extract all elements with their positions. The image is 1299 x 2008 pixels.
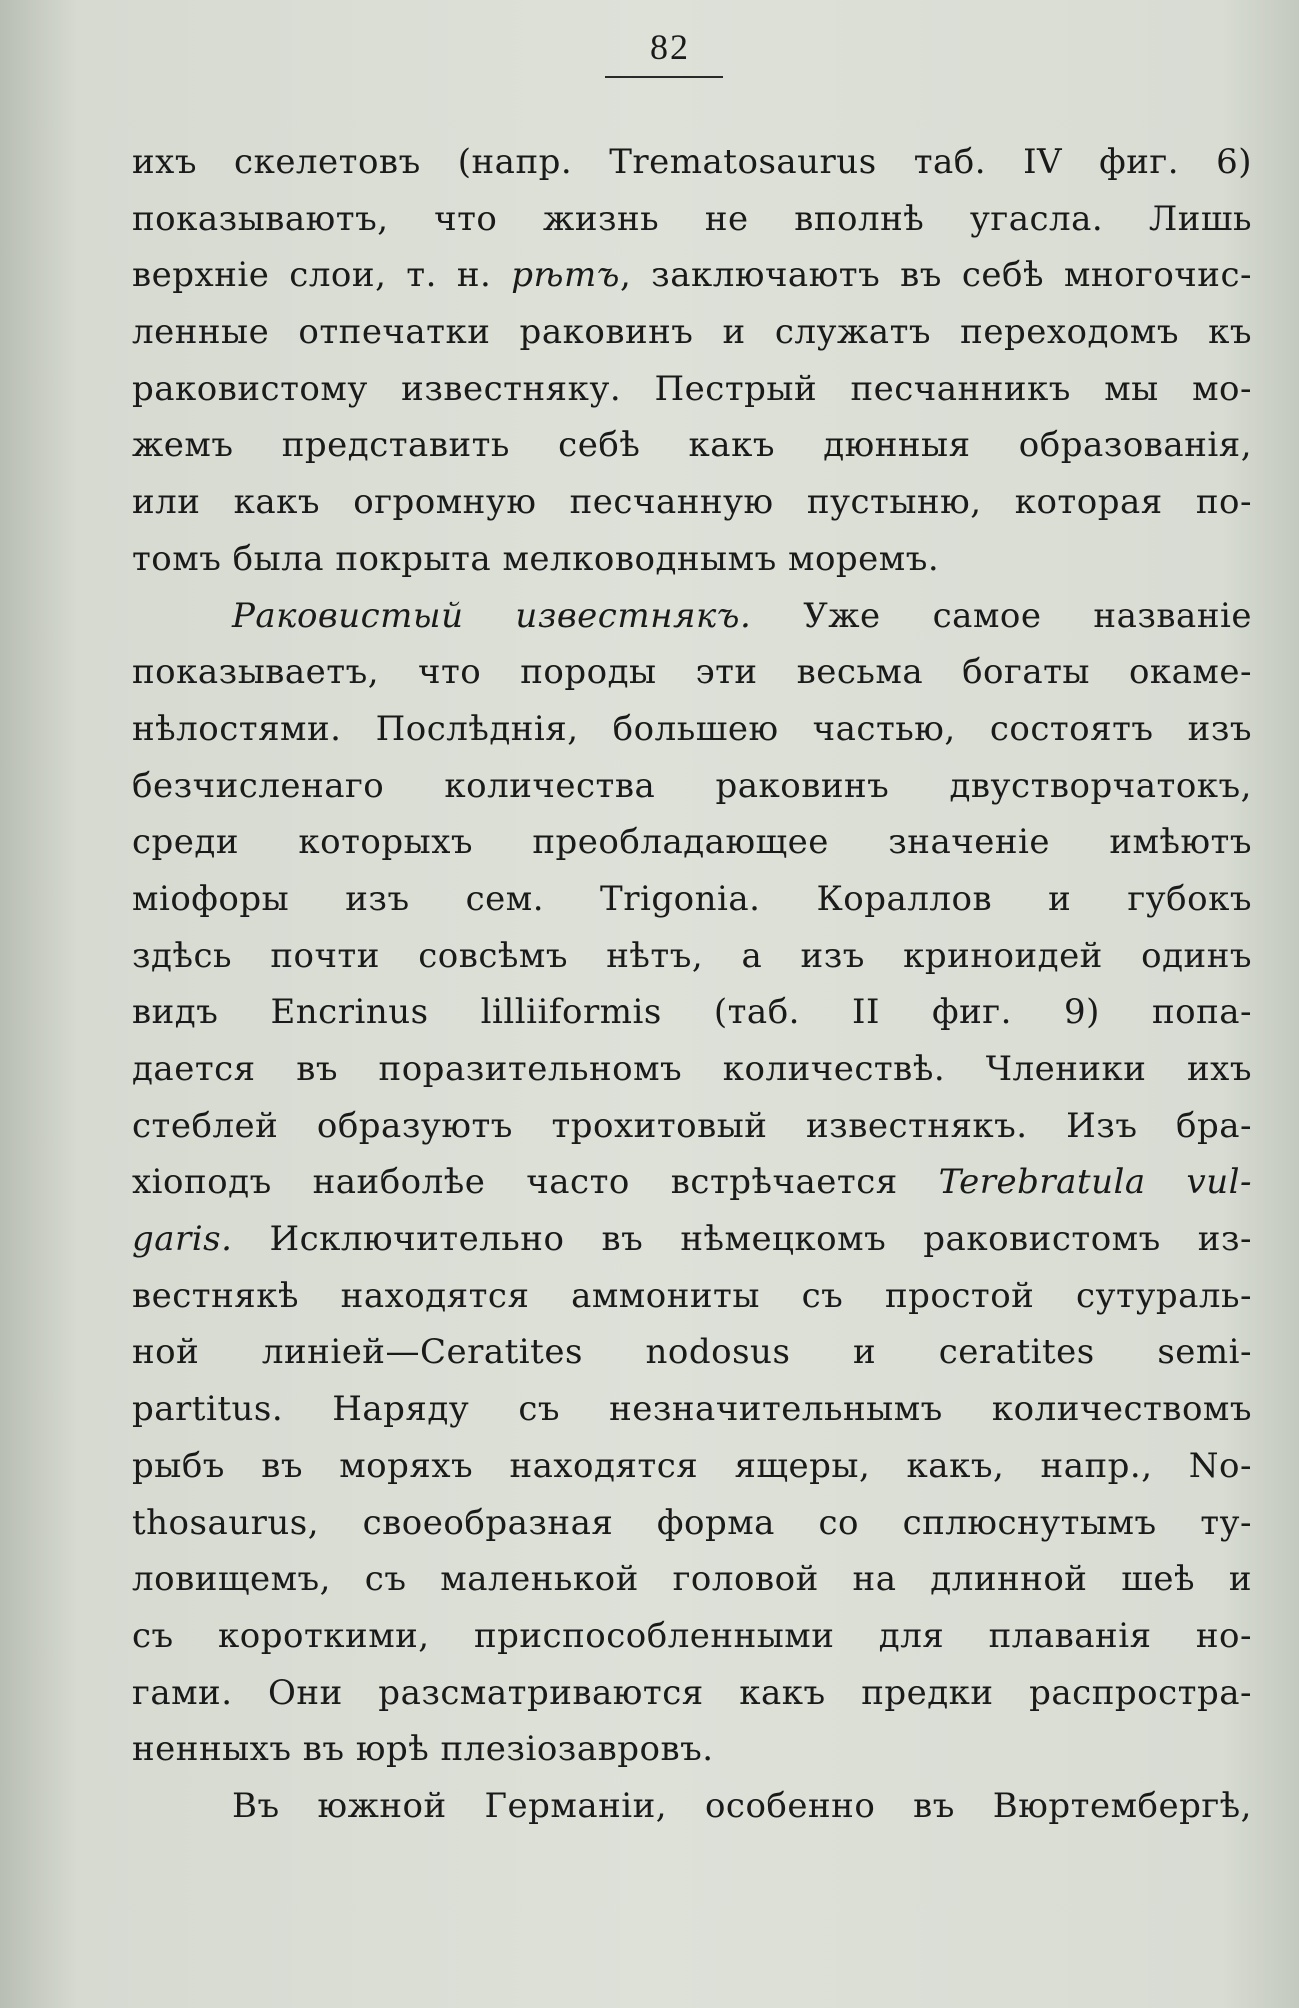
text-line: здѣсь почти совсѣмъ нѣтъ, а изъ криноидей одинъ: [132, 935, 1252, 976]
text-line: или какъ огромную песчанную пустыню, которая по-: [132, 482, 1252, 523]
text-line: показываютъ, что жизнь не вполнѣ угасла. Лишь: [132, 198, 1252, 239]
text-line: рыбъ въ моряхъ находятся ящеры, какъ, напр., No-: [132, 1445, 1252, 1486]
text-fragment: верхніе слои, т. н.: [132, 255, 512, 296]
text-line: Въ южной Германіи, особенно въ Вюртембергѣ,: [232, 1785, 1252, 1826]
text-line: нѣлостями. Послѣднія, большею частью, состоятъ изъ: [132, 708, 1252, 749]
text-line: жемъ представить себѣ какъ дюнныя образованія,: [132, 425, 1252, 466]
text-fragment: Исключительно въ нѣмецкомъ раковистомъ из-: [232, 1219, 1252, 1260]
text-line: стеблей образуютъ трохитовый известнякъ. Изъ бра-: [132, 1105, 1252, 1146]
page-number: 82: [650, 27, 690, 67]
italic-term: Terebratula vul-: [938, 1162, 1252, 1203]
text-line: ненныхъ въ юрѣ плезіозавровъ.: [132, 1729, 714, 1770]
section-heading-line: [132, 588, 1252, 645]
text-line: partitus. Наряду съ незначительнымъ количествомъ: [132, 1389, 1252, 1430]
text-line: раковистому известняку. Пестрый песчанникъ мы мо-: [132, 368, 1252, 409]
text-fragment: , заключаютъ въ себѣ многочис-: [619, 255, 1252, 296]
text-fragment: Уже самое названіе: [751, 595, 1252, 636]
text-line: ной линіей—Ceratites nodosus и ceratites semi-: [132, 1332, 1252, 1373]
text-line: безчисленаго количества раковинъ двустворчатокъ,: [132, 765, 1252, 806]
text-line: среди которыхъ преобладающее значеніе имѣютъ: [132, 822, 1252, 863]
text-line: [132, 1211, 1252, 1268]
text-line: ихъ скелетовъ (напр. Trematosaurus таб. IV фиг. 6): [132, 142, 1252, 182]
text-line: ленные отпечатки раковинъ и служатъ переходомъ къ: [132, 312, 1252, 353]
text-line: [132, 1154, 1252, 1211]
text-line: томъ была покрыта мелководнымъ моремъ.: [132, 538, 940, 579]
italic-term: garis.: [132, 1219, 233, 1260]
text-line: міофоры изъ сем. Trigonia. Кораллов и губокъ: [132, 878, 1252, 919]
text-line: гами. Они разсматриваются какъ предки распростра-: [132, 1672, 1252, 1713]
text-line: ловищемъ, съ маленькой головой на длинной шеѣ и: [132, 1559, 1252, 1600]
text-line: видъ Encrinus lilliiformis (таб. II фиг. 9) попа-: [132, 992, 1252, 1033]
text-line: [132, 247, 1252, 304]
text-line: thosaurus, своеобразная форма со сплюснутымъ ту-: [132, 1502, 1252, 1543]
text-line: показываетъ, что породы эти весьма богаты окаме-: [132, 652, 1252, 693]
text-line: дается въ поразительномъ количествѣ. Членики ихъ: [132, 1049, 1252, 1089]
italic-term: рѣтъ: [511, 255, 620, 296]
header-rule: [605, 76, 723, 78]
section-heading: Раковистый известнякъ.: [232, 595, 752, 636]
text-line: вестнякѣ находятся аммониты съ простой сутураль-: [132, 1275, 1252, 1316]
text-fragment: хіоподъ наиболѣе часто встрѣчается: [132, 1162, 939, 1203]
body-text: [132, 134, 1252, 1835]
text-line: съ короткими, приспособленными для плаванія но-: [132, 1615, 1252, 1656]
